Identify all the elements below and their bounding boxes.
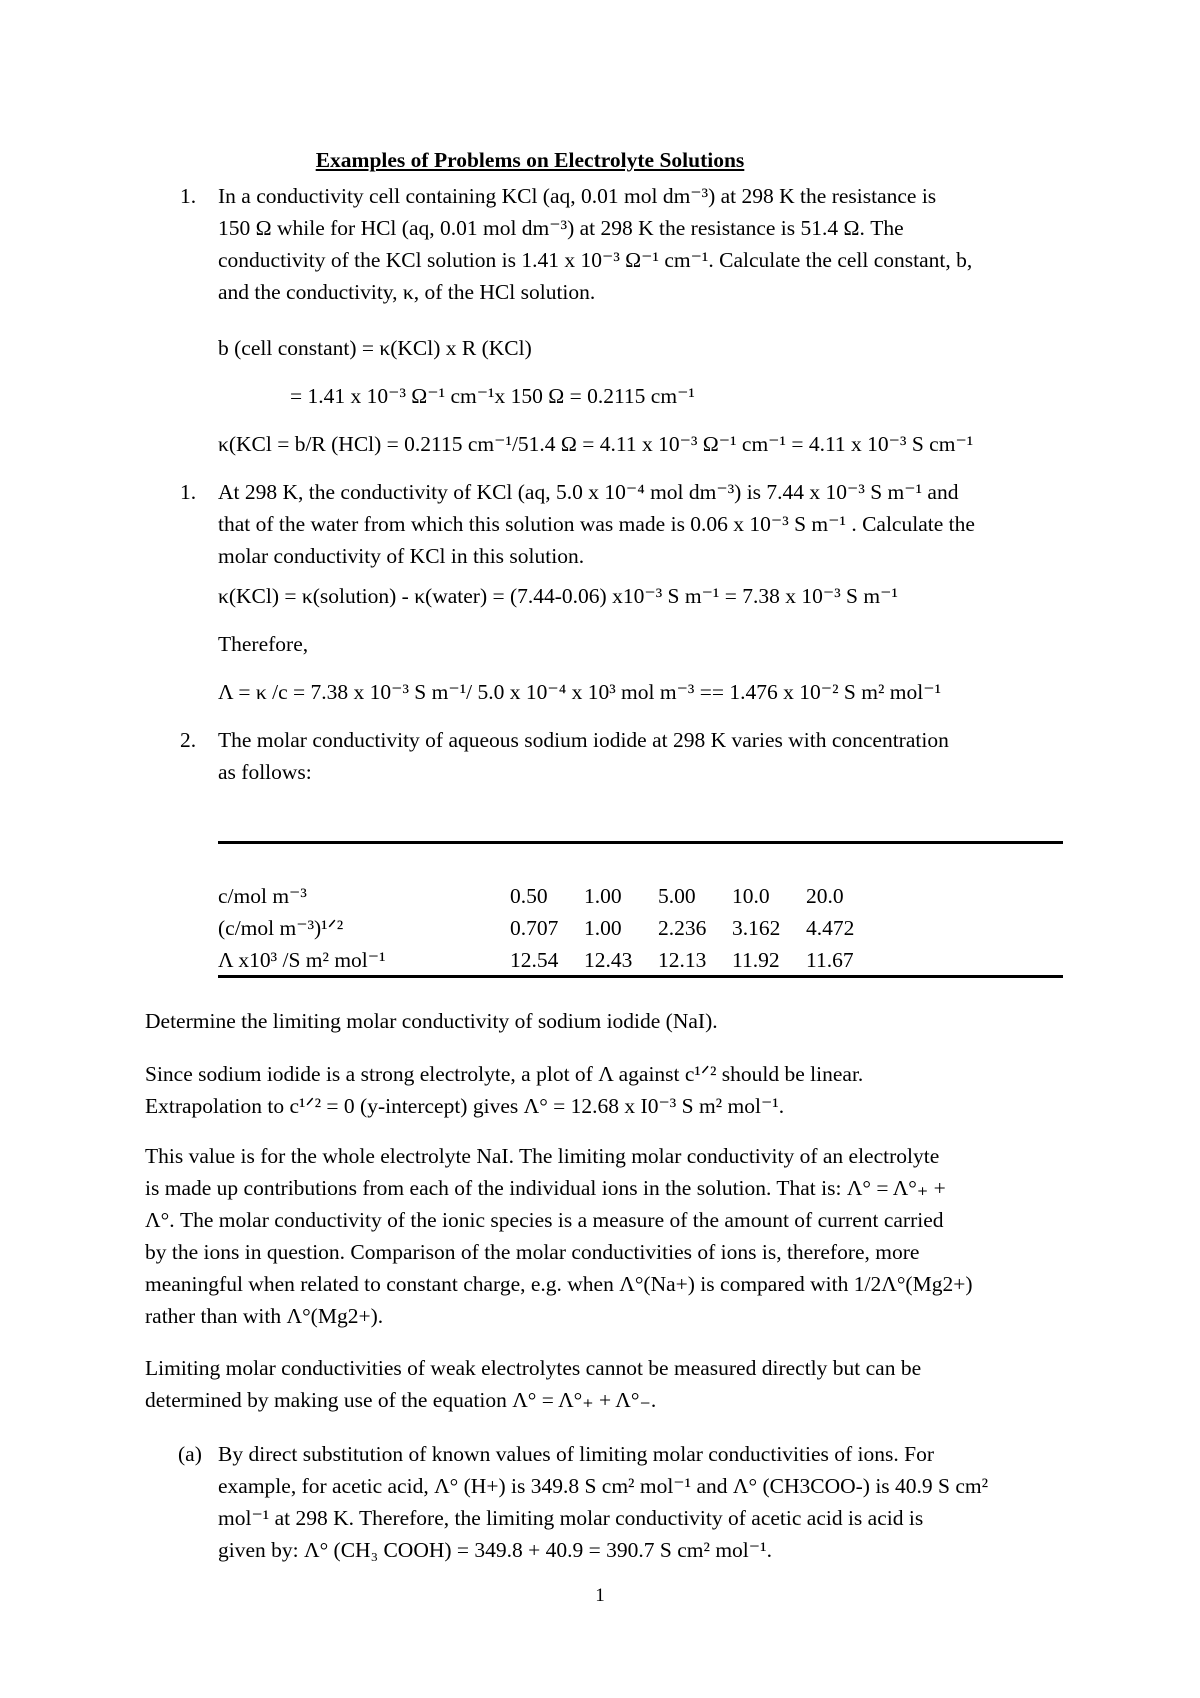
conductivity-table (218, 880, 880, 976)
table-top-rule (218, 841, 1063, 844)
table-cell: 1.00 (584, 884, 622, 908)
molar-conductivity-equation: Λ = κ /c = 7.38 x 10⁻³ S m⁻¹/ 5.0 x 10⁻⁴ x 10³ mol m⁻³ == 1.476 x 10⁻² S m² mol⁻¹ (218, 680, 942, 704)
table-cell: 11.92 (732, 948, 780, 972)
this-value-paragraph (145, 1140, 1063, 1332)
table-row (218, 880, 880, 912)
table-cell: 5.00 (658, 884, 696, 908)
hcl-conductivity-equation: κ(KCl = b/R (HCl) = 0.2115 cm⁻¹/51.4 Ω = 4.11 x 10⁻³ Ω⁻¹ cm⁻¹ = 4.11 x 10⁻³ S cm⁻¹ (218, 432, 974, 456)
determine-paragraph: Determine the limiting molar conductivity of sodium iodide (NaI). (145, 1009, 718, 1033)
problem-3-text (218, 724, 1063, 788)
paragraph-line: is made up contributions from each of the individual ions in the solution. That is: Λ° = Λ°₊ + (145, 1176, 946, 1200)
kcl-conductivity-equation: κ(KCl) = κ(solution) - κ(water) = (7.44-0.06) x10⁻³ S m⁻¹ = 7.38 x 10⁻³ S m⁻¹ (218, 584, 898, 608)
limiting-paragraph (145, 1352, 1063, 1416)
table-cell: 11.67 (806, 948, 854, 972)
problem-1-text (218, 180, 1063, 308)
page-number: 1 (595, 1585, 605, 1606)
problem-1-line: and the conductivity, κ, of the HCl solution. (218, 280, 596, 304)
problem-2-number: 1. (180, 480, 197, 504)
paragraph-line: Since sodium iodide is a strong electrolyte, a plot of Λ against c¹ᐟ² should be linear. (145, 1062, 864, 1086)
problem-1-line: In a conductivity cell containing KCl (aq, 0.01 mol dm⁻³) at 298 K the resistance is (218, 184, 937, 208)
table-cell: 12.13 (658, 948, 707, 972)
cell-constant-value: = 1.41 x 10⁻³ Ω⁻¹ cm⁻¹x 150 Ω = 0.2115 cm⁻¹ (290, 384, 695, 408)
paragraph-line: Limiting molar conductivities of weak electrolytes cannot be measured directly but can be (145, 1356, 922, 1380)
table-row (218, 944, 880, 976)
item-a-text (218, 1438, 1063, 1566)
problem-2-line: At 298 K, the conductivity of KCl (aq, 5.0 x 10⁻⁴ mol dm⁻³) is 7.44 x 10⁻³ S m⁻¹ and (218, 480, 959, 504)
cell-constant-equation: b (cell constant) = κ(KCl) x R (KCl) (218, 336, 532, 360)
problem-1-line: 150 Ω while for HCl (aq, 0.01 mol dm⁻³) at 298 K the resistance is 51.4 Ω. The (218, 216, 904, 240)
table-bottom-rule (218, 975, 1063, 978)
table-row-label: c/mol m⁻³ (218, 884, 307, 908)
table-cell: 20.0 (806, 884, 844, 908)
table-row-label: Λ x10³ /S m² mol⁻¹ (218, 948, 386, 972)
problem-3-line: The molar conductivity of aqueous sodium iodide at 298 K varies with concentration (218, 728, 949, 752)
problem-3-line: as follows: (218, 760, 312, 784)
paragraph-line: determined by making use of the equation Λ° = Λ°₊ + Λ°₋. (145, 1388, 657, 1412)
paragraph-line: Extrapolation to c¹ᐟ² = 0 (y-intercept) gives Λ° = 12.68 x I0⁻³ S m² mol⁻¹. (145, 1094, 785, 1118)
table-cell: 2.236 (658, 916, 707, 940)
paragraph-line: meaningful when related to constant charge, e.g. when Λ°(Na+) is compared with 1/2Λ°(Mg2+) (145, 1272, 973, 1296)
page-title: Examples of Problems on Electrolyte Solutions (315, 148, 745, 172)
since-paragraph (145, 1058, 1063, 1122)
problem-2-line: molar conductivity of KCl in this solution. (218, 544, 585, 568)
table-row (218, 912, 880, 944)
table-cell: 12.43 (584, 948, 633, 972)
table-cell: 3.162 (732, 916, 781, 940)
table-cell: 10.0 (732, 884, 770, 908)
paragraph-line: mol⁻¹ at 298 K. Therefore, the limiting molar conductivity of acetic acid is acid is (218, 1506, 924, 1530)
problem-1-number: 1. (180, 184, 197, 208)
paragraph-line: rather than with Λ°(Mg2+). (145, 1304, 384, 1328)
table-cell: 0.707 (510, 916, 559, 940)
paragraph-line: example, for acetic acid, Λ° (H+) is 349.8 S cm² mol⁻¹ and Λ° (CH3COO-) is 40.9 S cm² (218, 1474, 989, 1498)
paragraph-line: By direct substitution of known values of limiting molar conductivities of ions. For (218, 1442, 934, 1466)
paragraph-line: by the ions in question. Comparison of the molar conductivities of ions is, therefore, more (145, 1240, 920, 1264)
problem-3-number: 2. (180, 728, 197, 752)
paragraph-line: Λ°. The molar conductivity of the ionic species is a measure of the amount of current carried (145, 1208, 944, 1232)
table-cell: 12.54 (510, 948, 559, 972)
paragraph-line: given by: Λ° (CH₃ COOH) = 349.8 + 40.9 = 390.7 S cm² mol⁻¹. (218, 1538, 772, 1562)
problem-2-text (218, 476, 1063, 572)
paragraph-line: This value is for the whole electrolyte NaI. The limiting molar conductivity of an electrolyte (145, 1144, 940, 1168)
problem-1-line: conductivity of the KCl solution is 1.41 x 10⁻³ Ω⁻¹ cm⁻¹. Calculate the cell constant, b, (218, 248, 973, 272)
table-row-label: (c/mol m⁻³)¹ᐟ² (218, 916, 344, 940)
item-a-label: (a) (178, 1442, 202, 1466)
therefore-text: Therefore, (218, 632, 309, 656)
table-cell: 0.50 (510, 884, 548, 908)
table-cell: 4.472 (806, 916, 855, 940)
problem-2-line: that of the water from which this solution was made is 0.06 x 10⁻³ S m⁻¹ . Calculate the (218, 512, 975, 536)
table-cell: 1.00 (584, 916, 622, 940)
